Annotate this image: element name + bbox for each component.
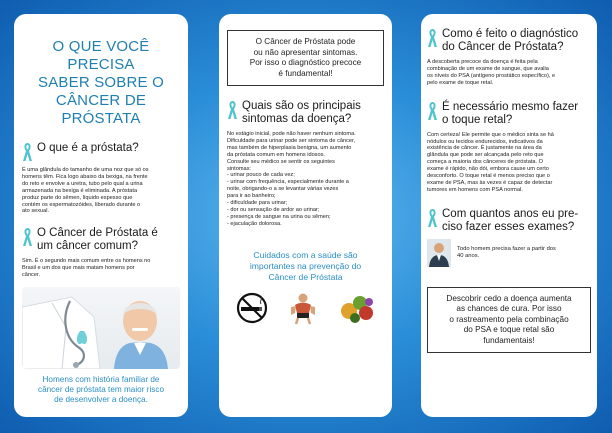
callout-line: O Câncer de Próstata pode xyxy=(255,37,356,46)
body-line: Dificuldade para urinar pode ser sintoma de câncer, xyxy=(227,137,356,144)
caption-line: câncer de próstata tem maior risco xyxy=(37,385,165,395)
body-line: combinação de um exame de sangue, que avalia xyxy=(427,65,549,72)
answer-diagnosis xyxy=(427,59,591,87)
body-line: ato sexual. xyxy=(22,208,50,215)
heading-text: O Câncer de Próstata é xyxy=(37,227,158,240)
body-line: Com certeza! Ele permite que o médico sinta se há xyxy=(427,131,554,138)
answer-what-is-prostate xyxy=(22,167,180,215)
page-title xyxy=(22,38,180,128)
panel-middle xyxy=(219,14,392,417)
awareness-ribbon-icon xyxy=(427,28,438,48)
body-line: câncer. xyxy=(22,272,41,279)
body-line: Brasil e um dos que mais matam homens por xyxy=(22,265,135,272)
body-line: - urinar com frequência, especialmente durante a xyxy=(227,179,349,186)
body-line: - urinar pouco de cada vez; xyxy=(227,172,295,179)
awareness-ribbon-icon xyxy=(427,101,438,121)
body-line: para ir ao banheiro; xyxy=(227,193,276,200)
body-line: Todo homem precisa fazer a partir dos xyxy=(457,245,556,252)
body-line: tumores em homens com PSA normal. xyxy=(427,186,523,193)
body-line: pelo exame de toque retal. xyxy=(427,79,494,86)
exercise-icon xyxy=(285,291,321,325)
body-line: glândula que pode ser alcançada pelo reto que xyxy=(427,152,544,159)
callout-line: as chances de cura. Por isso xyxy=(456,304,562,314)
body-line: os níveis do PSA (antígeno prostático específico), e xyxy=(427,72,556,79)
body-line: nódulos ou tecidos endurecidos, indicativos da xyxy=(427,138,543,145)
body-line: do reto e envolve a uretra, tubo pelo qual a urina xyxy=(22,180,143,187)
body-line: sintomas: xyxy=(227,165,251,172)
caption-line: Homens com história familiar de xyxy=(42,375,160,385)
awareness-ribbon-icon xyxy=(22,142,33,162)
doctor-photo-icon xyxy=(427,239,451,267)
body-line: existência de câncer. É justamente na área da xyxy=(427,145,542,152)
body-line: Sim. É o segundo mais comum entre os homens no xyxy=(22,258,151,265)
body-line: - ejaculação dolorosa. xyxy=(227,220,282,227)
body-line: No estágio inicial, pode não haver nenhum sintoma. xyxy=(227,131,356,137)
heading-is-common xyxy=(22,227,180,253)
body-line: - dor ou sensação de ardor ao urinar; xyxy=(227,206,320,213)
body-line: A descoberta precoce da doença é feita pela xyxy=(427,59,538,65)
body-line: homens têm. Fica logo abaixo da bexiga, na frente xyxy=(22,173,148,180)
caption-line: importantes na prevenção do xyxy=(249,260,362,271)
heading-age xyxy=(427,208,591,234)
caption-line: de desenvolver a doença. xyxy=(54,395,148,405)
heading-text: O que é a próstata? xyxy=(37,142,139,154)
body-line: mas também de hiperplasia benigna, um aumento xyxy=(227,144,352,151)
symptoms-callout xyxy=(227,30,384,86)
body-line: desconforto. O toque retal é menos preciso que o xyxy=(427,173,550,180)
heading-text: É necessário mesmo fazer xyxy=(442,100,579,113)
heading-text: sintomas da doença? xyxy=(242,113,352,125)
body-line: - dificuldade para urinar; xyxy=(227,200,288,207)
body-line: começa a maioria dos cânceres de próstata. O xyxy=(427,159,543,166)
awareness-ribbon-icon xyxy=(22,227,33,247)
callout-line: é fundamental! xyxy=(278,68,333,78)
panel-right xyxy=(421,14,597,417)
callout-line: o rastreamento pela combinação xyxy=(449,314,569,324)
healthy-food-icon xyxy=(338,291,376,325)
heading-text: do Câncer de Próstata? xyxy=(442,41,564,53)
awareness-ribbon-icon xyxy=(427,208,438,228)
heading-text: um câncer comum? xyxy=(37,240,138,253)
heading-rectal-exam xyxy=(427,101,591,127)
body-line: Consulte seu médico se sentir os seguintes xyxy=(227,158,335,165)
body-line: da próstata comum em homens idosos. xyxy=(227,151,325,158)
callout-line: fundamentais! xyxy=(483,335,535,345)
symptoms-list xyxy=(227,131,384,228)
callout-line: do PSA e toque retal são xyxy=(463,325,555,335)
age-answer xyxy=(427,239,591,267)
prevention-icons xyxy=(227,291,384,325)
body-line: exame é rápido, não dói, embora cause um certo xyxy=(427,166,549,173)
no-smoking-icon xyxy=(235,291,269,325)
body-line: contém os espermatozóides, liberado durante o xyxy=(22,201,141,208)
body-line: 40 anos. xyxy=(457,252,480,259)
heading-text: Como é feito o diagnóstico xyxy=(442,28,579,40)
heading-text: ciso fazer esses exames? xyxy=(442,220,575,233)
heading-diagnosis xyxy=(427,28,591,54)
body-line: produz parte do sêmen, líquido espesso que xyxy=(22,194,133,201)
prevention-caption xyxy=(227,250,384,283)
answer-is-common xyxy=(22,258,180,279)
heading-what-is-prostate xyxy=(22,142,180,162)
family-history-caption xyxy=(22,375,180,405)
body-line: armazenada na bexiga é eliminada. A próstata xyxy=(22,187,138,194)
caption-line: Câncer de Próstata xyxy=(268,271,343,282)
doctor-photo-icon xyxy=(22,287,180,369)
panel-left xyxy=(14,14,188,417)
title-line: SABER SOBRE O xyxy=(38,74,164,91)
doctor-photo xyxy=(22,287,180,369)
answer-rectal-exam xyxy=(427,132,591,194)
heading-text: Com quantos anos eu pre- xyxy=(442,207,579,220)
body-line: noite, obrigando-o a se levantar várias vezes xyxy=(227,186,339,193)
body-line: - presença de sangue na urina ou sêmen; xyxy=(227,213,331,220)
early-detection-callout xyxy=(427,287,591,354)
caption-line: Cuidados com a saúde são xyxy=(253,249,358,260)
heading-text: Quais são os principais xyxy=(242,100,361,112)
awareness-ribbon-icon xyxy=(227,100,238,120)
body-line: É uma glândula do tamanho de uma noz que só os xyxy=(22,167,149,173)
callout-line: Descobrir cedo a doença aumenta xyxy=(446,293,572,303)
title-line: O QUE VOCÊ PRECISA xyxy=(52,38,150,73)
title-line: CÂNCER DE PRÓSTATA xyxy=(55,92,147,127)
heading-text: o toque retal? xyxy=(442,113,513,126)
callout-line: ou não apresentar sintomas. xyxy=(253,47,358,57)
callout-line: Por isso o diagnóstico precoce xyxy=(249,58,362,67)
body-line: exame de PSA, mas às vezes é capaz de detectar xyxy=(427,179,553,186)
heading-symptoms xyxy=(227,100,384,126)
